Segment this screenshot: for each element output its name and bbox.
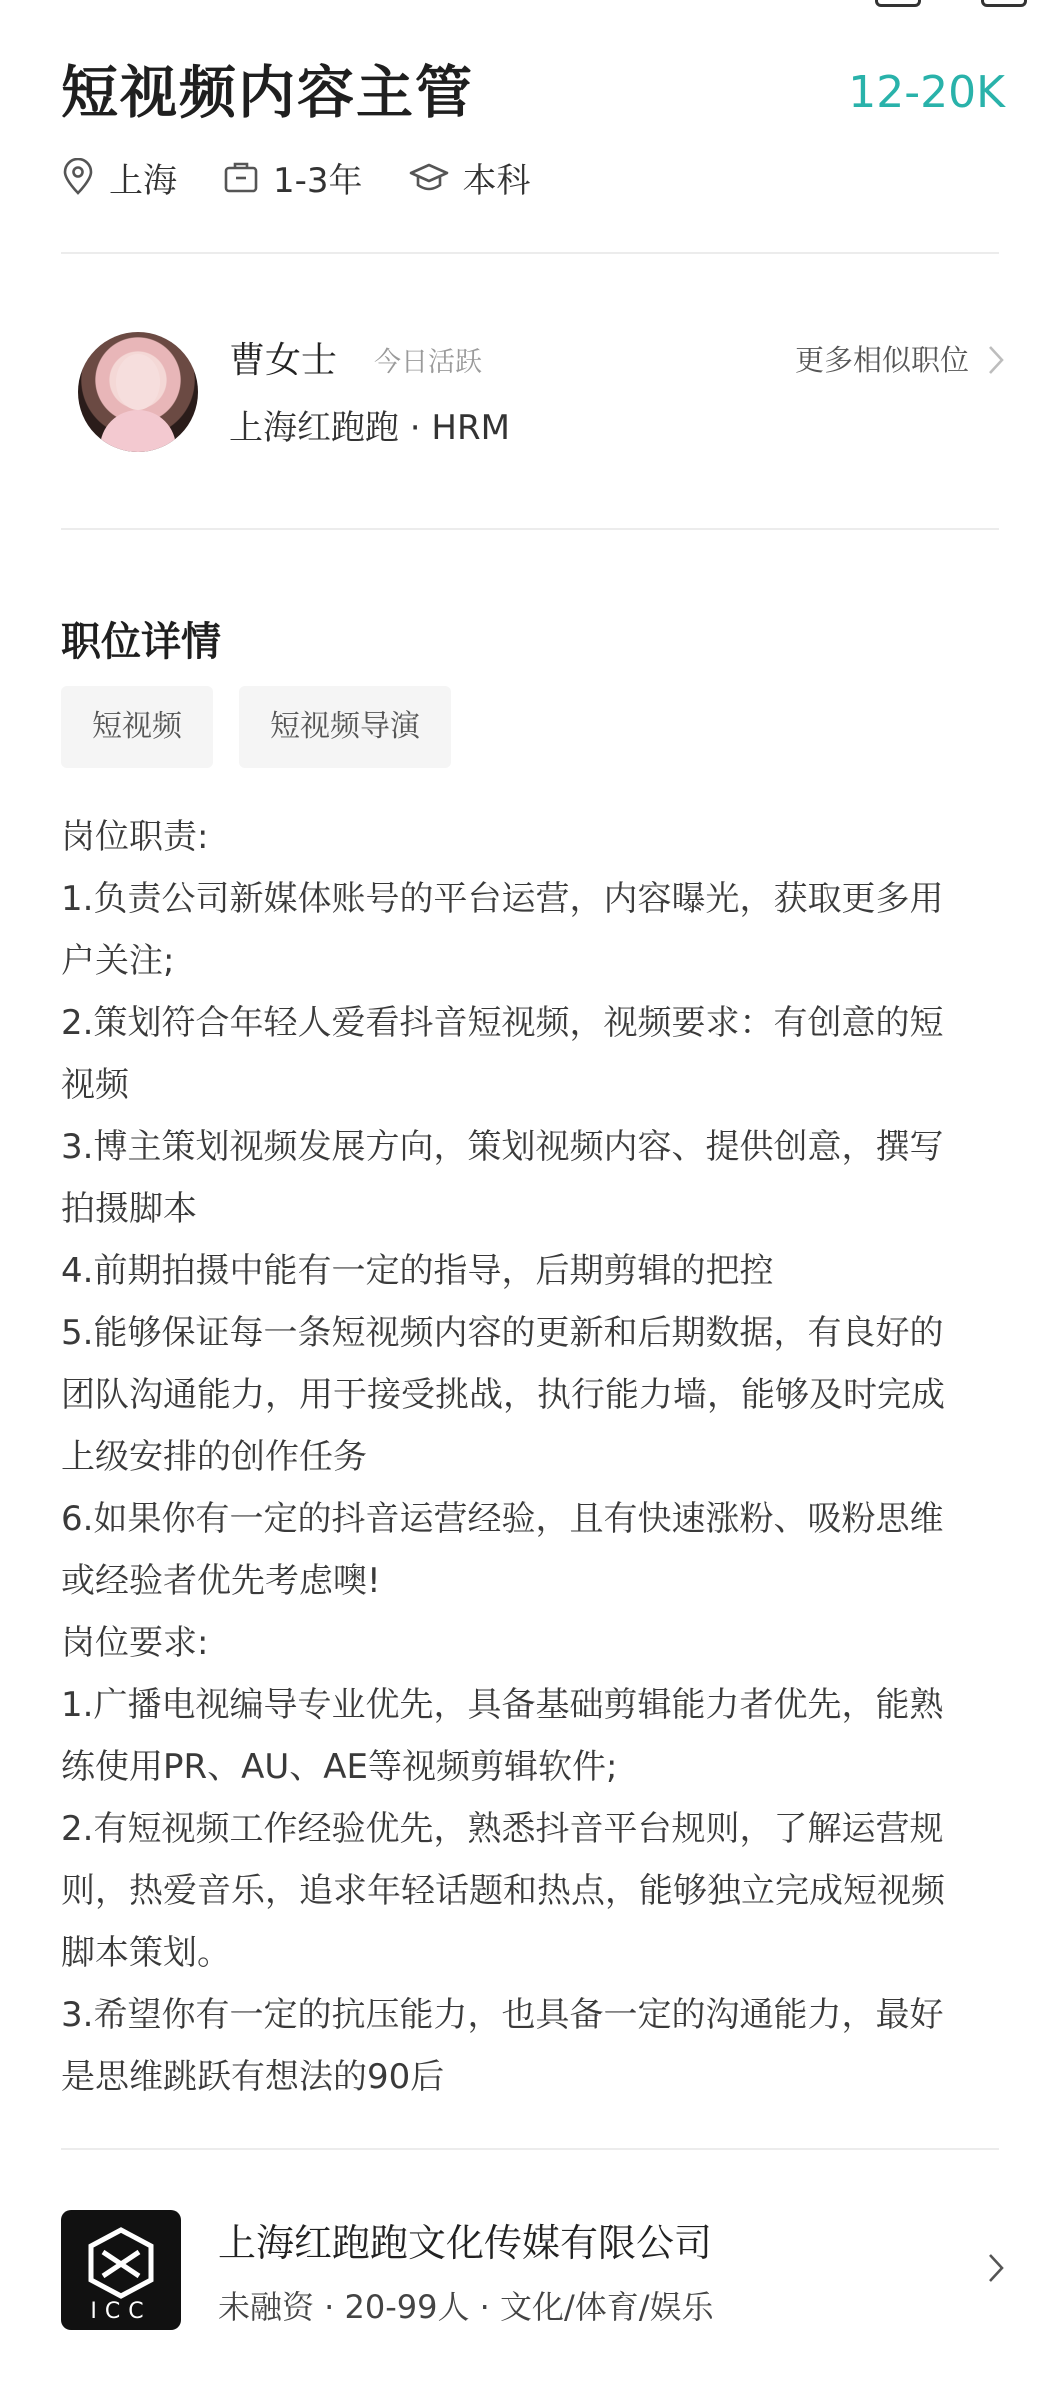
salary: 12-20K bbox=[848, 67, 1005, 118]
description-line: 上级安排的创作任务 bbox=[61, 1437, 367, 1477]
divider bbox=[61, 2148, 999, 2150]
section-title-job-details: 职位详情 bbox=[61, 619, 221, 665]
company-meta: 未融资 · 20-99人 · 文化/体育/娱乐 bbox=[218, 2288, 714, 2326]
job-tag[interactable]: 短视频 bbox=[61, 686, 213, 768]
job-meta-row bbox=[61, 147, 577, 207]
recruiter-card[interactable] bbox=[61, 332, 1007, 462]
description-line: 6.如果你有一定的抖音运营经验，且有快速涨粉、吸粉思维 bbox=[61, 1499, 944, 1539]
graduation-cap-icon bbox=[409, 161, 449, 193]
location-meta bbox=[61, 153, 177, 202]
experience-meta bbox=[223, 153, 363, 202]
description-line: 练使用PR、AU、AE等视频剪辑软件; bbox=[61, 1747, 618, 1787]
description-line: 3.博主策划视频发展方向，策划视频内容、提供创意，撰写 bbox=[61, 1127, 944, 1167]
description-line: 2.策划符合年轻人爱看抖音短视频，视频要求：有创意的短 bbox=[61, 1003, 944, 1043]
company-logo-icon bbox=[61, 2214, 181, 2306]
briefcase-icon bbox=[223, 160, 259, 194]
job-title: 短视频内容主管 bbox=[61, 60, 474, 126]
description-line: 2.有短视频工作经验优先，熟悉抖音平台规则，了解运营规 bbox=[61, 1809, 944, 1849]
education-meta bbox=[409, 153, 531, 202]
description-line: 视频 bbox=[61, 1065, 129, 1105]
recruiter-name: 曹女士 bbox=[229, 340, 338, 381]
description-line: 户关注; bbox=[61, 941, 175, 981]
company-logo-text: ICC bbox=[90, 2299, 152, 2324]
description-line: 团队沟通能力，用于接受挑战，执行能力墙，能够及时完成 bbox=[61, 1375, 945, 1415]
description-line: 则，热爱音乐，追求年轻话题和热点，能够独立完成短视频 bbox=[61, 1871, 945, 1911]
divider bbox=[61, 528, 999, 530]
recruiter-active-status: 今日活跃 bbox=[374, 347, 482, 378]
status-icon bbox=[981, 0, 1027, 7]
more-similar-jobs-label: 更多相似职位 bbox=[794, 343, 969, 377]
description-line: 岗位要求: bbox=[61, 1623, 209, 1663]
job-tag[interactable]: 短视频导演 bbox=[239, 686, 451, 768]
avatar[interactable] bbox=[78, 332, 198, 452]
location-pin-icon bbox=[61, 158, 95, 196]
description-line: 拍摄脚本 bbox=[61, 1189, 197, 1229]
more-similar-jobs-link[interactable] bbox=[795, 340, 1005, 380]
company-name: 上海红跑跑文化传媒有限公司 bbox=[218, 2221, 713, 2265]
description-line: 1.负责公司新媒体账号的平台运营，内容曝光，获取更多用 bbox=[61, 879, 944, 919]
chevron-right-icon bbox=[987, 2252, 1005, 2284]
description-line: 或经验者优先考虑噢! bbox=[61, 1561, 381, 1601]
chevron-right-icon bbox=[987, 344, 1005, 376]
education-text: 本科 bbox=[462, 160, 531, 201]
description-line: 是思维跳跃有想法的90后 bbox=[61, 2057, 445, 2097]
description-line: 5.能够保证每一条短视频内容的更新和后期数据，有良好的 bbox=[61, 1313, 944, 1353]
description-line: 3.希望你有一定的抗压能力，也具备一定的沟通能力，最好 bbox=[61, 1995, 944, 2035]
company-card[interactable] bbox=[61, 2210, 1007, 2340]
description-line: 4.前期拍摄中能有一定的指导，后期剪辑的把控 bbox=[61, 1251, 774, 1291]
description-line: 岗位职责: bbox=[61, 817, 209, 857]
experience-text: 1-3年 bbox=[273, 160, 363, 201]
job-description bbox=[61, 806, 1001, 2108]
status-bar-icons bbox=[875, 0, 1027, 7]
description-line: 1.广播电视编导专业优先，具备基础剪辑能力者优先，能熟 bbox=[61, 1685, 944, 1725]
status-icon bbox=[875, 0, 921, 7]
description-line: 脚本策划。 bbox=[61, 1933, 231, 1973]
recruiter-company-role: 上海红跑跑 · HRM bbox=[229, 408, 510, 448]
job-tags bbox=[61, 686, 477, 768]
divider bbox=[61, 252, 999, 254]
location-text: 上海 bbox=[109, 160, 177, 201]
company-logo bbox=[61, 2210, 181, 2330]
